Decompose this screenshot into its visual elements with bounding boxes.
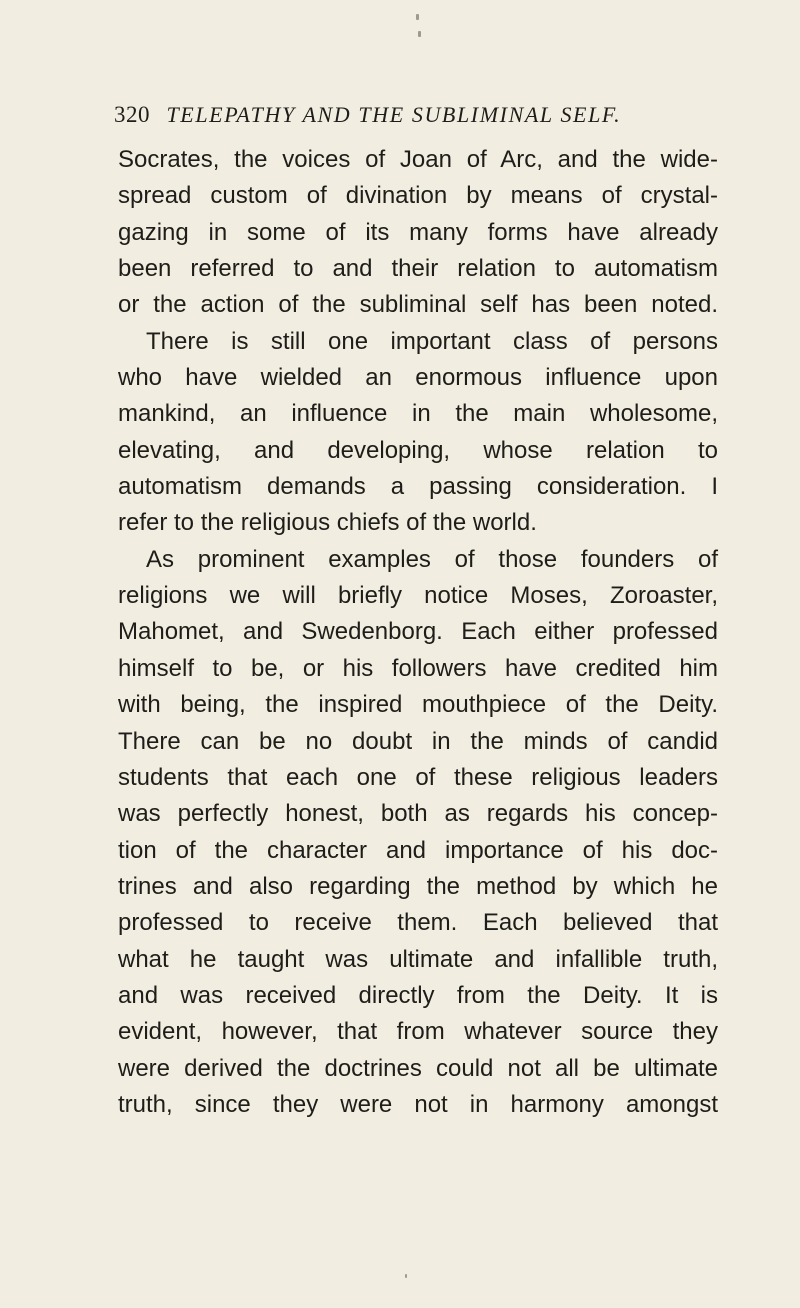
text-line: students that each one of these religious leaders bbox=[118, 763, 718, 791]
text-line: Socrates, the voices of Joan of Arc, and the wide- bbox=[118, 146, 718, 173]
text-line: Mahomet, and Swedenborg. Each either professed bbox=[118, 618, 718, 646]
text-line: what he taught was ultimate and infallible truth, bbox=[118, 945, 718, 973]
paragraph-end-line: refer to the religious chiefs of the world. bbox=[118, 509, 537, 537]
text-line: mankind, an influence in the main wholesome, bbox=[118, 400, 718, 428]
text-line: who have wielded an enormous influence upon bbox=[118, 364, 718, 392]
paper-speck bbox=[416, 14, 419, 20]
text-line: tion of the character and importance of his doc- bbox=[118, 836, 718, 864]
text-line: elevating, and developing, whose relation to bbox=[118, 436, 718, 464]
running-head bbox=[114, 102, 674, 132]
text-line: trines and also regarding the method by which he bbox=[118, 872, 718, 900]
text-line: or the action of the subliminal self has been noted. bbox=[118, 291, 718, 319]
text-line: and was received directly from the Deity. It is bbox=[118, 981, 718, 1009]
text-line: himself to be, or his followers have credited him bbox=[118, 654, 718, 682]
text-line: religions we will briefly notice Moses, Zoroaster, bbox=[118, 582, 718, 610]
paragraph-start-line: As prominent examples of those founders of bbox=[146, 545, 718, 573]
text-line: gazing in some of its many forms have already bbox=[118, 218, 718, 246]
running-title: TELEPATHY AND THE SUBLIMINAL SELF. bbox=[166, 102, 622, 127]
paper-speck bbox=[405, 1274, 407, 1278]
paper-speck bbox=[418, 31, 421, 37]
text-line: spread custom of divination by means of crystal- bbox=[118, 182, 718, 210]
text-line: evident, however, that from whatever source they bbox=[118, 1018, 718, 1046]
text-line: with being, the inspired mouthpiece of the Deity. bbox=[118, 691, 718, 719]
body-text bbox=[118, 142, 718, 1123]
text-line: automatism demands a passing consideration. I bbox=[118, 473, 718, 501]
text-line: been referred to and their relation to automatism bbox=[118, 255, 718, 283]
text-line: were derived the doctrines could not all be ultimate bbox=[118, 1054, 718, 1082]
paragraph-start-line: There is still one important class of persons bbox=[146, 327, 718, 355]
page-number: 320 bbox=[114, 102, 150, 127]
text-line: truth, since they were not in harmony amongst bbox=[118, 1090, 718, 1118]
text-line: professed to receive them. Each believed that bbox=[118, 909, 718, 937]
text-line: was perfectly honest, both as regards his concep- bbox=[118, 800, 718, 828]
text-line: There can be no doubt in the minds of candid bbox=[118, 727, 718, 755]
